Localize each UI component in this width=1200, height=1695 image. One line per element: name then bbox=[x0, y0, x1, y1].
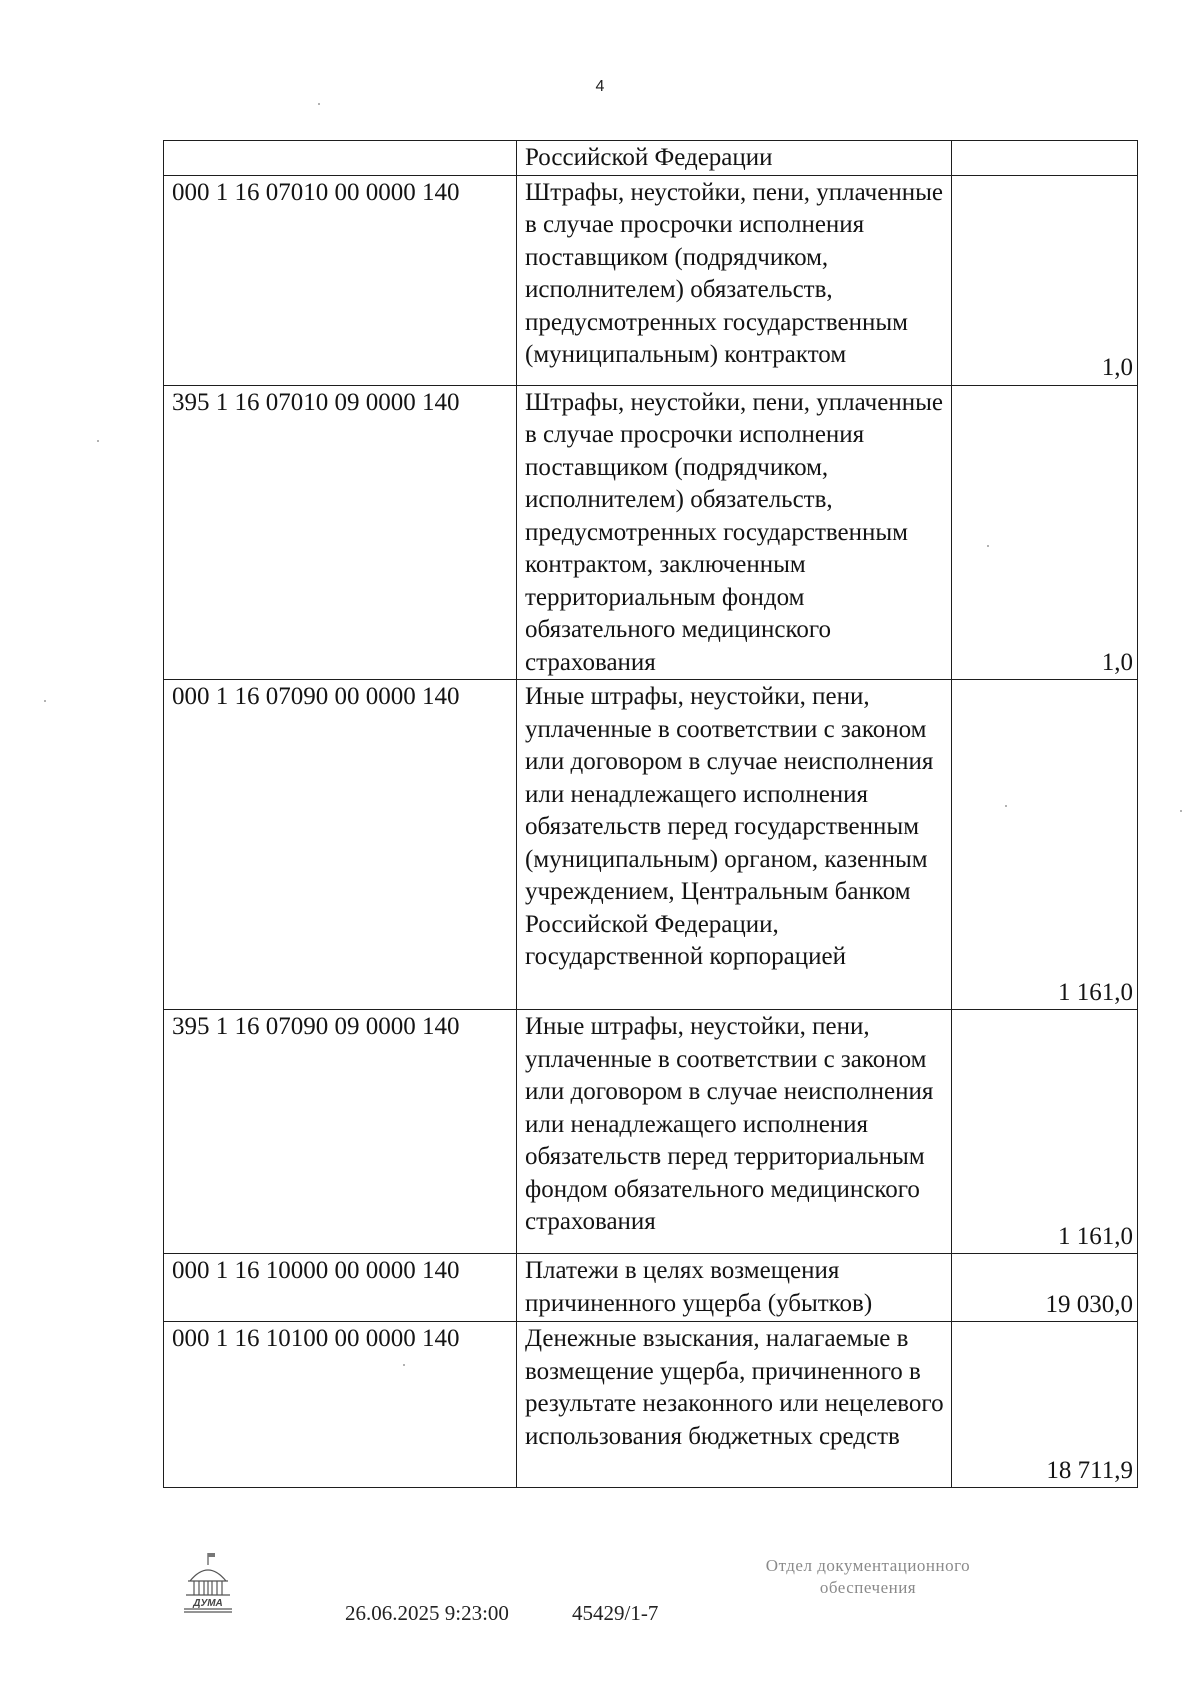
table-row bbox=[164, 175, 1138, 385]
amount-cell: 18 711,9 bbox=[952, 1322, 1138, 1488]
amount-cell: 1,0 bbox=[952, 385, 1138, 680]
department-stamp bbox=[718, 1555, 1018, 1599]
registration-datetime: 26.06.2025 9:23:00 bbox=[345, 1601, 509, 1625]
scan-speck bbox=[1005, 805, 1007, 807]
amount-cell: 19 030,0 bbox=[952, 1254, 1138, 1322]
table-row bbox=[164, 385, 1138, 680]
budget-code-cell: 395 1 16 07090 09 0000 140 bbox=[164, 1010, 517, 1254]
scan-speck bbox=[1180, 810, 1182, 812]
revenue-name-cell: Иные штрафы, неустойки, пени, уплаченные в соответствии с законом или договором в случае неисполнения или ненадлежащего исполнения обязательств перед территориальным фондом обязательного медицинского страхования bbox=[517, 1010, 952, 1254]
budget-code-cell: 000 1 16 10000 00 0000 140 bbox=[164, 1254, 517, 1322]
table-row bbox=[164, 1322, 1138, 1488]
table-row bbox=[164, 1010, 1138, 1254]
revenue-name-cell: Штрафы, неустойки, пени, уплаченные в случае просрочки исполнения поставщиком (подрядчиком, исполнителем) обязательств, предусмотренных государственным (муниципальным) контрактом bbox=[517, 175, 952, 385]
page-number: 4 bbox=[595, 78, 605, 95]
stamp-line-1: Отдел документационного bbox=[765, 1556, 971, 1575]
revenue-name-cell: Иные штрафы, неустойки, пени, уплаченные в соответствии с законом или договором в случае неисполнения или ненадлежащего исполнения обязательств перед государственным (муниципальным) органом, казенным учреждением, Центральным банком Российской Федерации, государственной корпорацией bbox=[517, 680, 952, 1010]
scan-speck bbox=[318, 103, 320, 105]
amount-cell: 1 161,0 bbox=[952, 680, 1138, 1010]
budget-code-cell: 000 1 16 07010 00 0000 140 bbox=[164, 175, 517, 385]
amount-cell: 1,0 bbox=[952, 175, 1138, 385]
scan-speck bbox=[97, 440, 99, 442]
revenue-name-cell: Денежные взыскания, налагаемые в возмещение ущерба, причиненного в результате незаконного или нецелевого использования бюджетных средств bbox=[517, 1322, 952, 1488]
revenue-name-cell: Платежи в целях возмещения причиненного ущерба (убытков) bbox=[517, 1254, 952, 1322]
table-row bbox=[164, 1254, 1138, 1322]
duma-logo-icon bbox=[178, 1551, 238, 1615]
budget-code-cell: 395 1 16 07010 09 0000 140 bbox=[164, 385, 517, 680]
stamp-line-2: обеспечения bbox=[819, 1578, 917, 1597]
scan-speck bbox=[987, 545, 989, 547]
amount-cell: 1 161,0 bbox=[952, 1010, 1138, 1254]
revenue-name-cell: Российской Федерации bbox=[517, 141, 952, 176]
budget-code-cell bbox=[164, 141, 517, 176]
amount-cell bbox=[952, 141, 1138, 176]
table-row bbox=[164, 141, 1138, 176]
svg-text:ДУМА: ДУМА bbox=[193, 1598, 223, 1609]
scan-speck bbox=[44, 700, 46, 702]
budget-code-cell: 000 1 16 07090 00 0000 140 bbox=[164, 680, 517, 1010]
budget-code-cell: 000 1 16 10100 00 0000 140 bbox=[164, 1322, 517, 1488]
scan-speck bbox=[403, 1364, 405, 1366]
table-row bbox=[164, 680, 1138, 1010]
document-footer bbox=[0, 1545, 1200, 1665]
revenue-name-cell: Штрафы, неустойки, пени, уплаченные в случае просрочки исполнения поставщиком (подрядчиком, исполнителем) обязательств, предусмотренных государственным контрактом, заключенным территориальным фондом обязательного медицинского страхования bbox=[517, 385, 952, 680]
budget-revenue-table bbox=[163, 140, 1138, 1488]
registration-number: 45429/1-7 bbox=[572, 1601, 659, 1625]
